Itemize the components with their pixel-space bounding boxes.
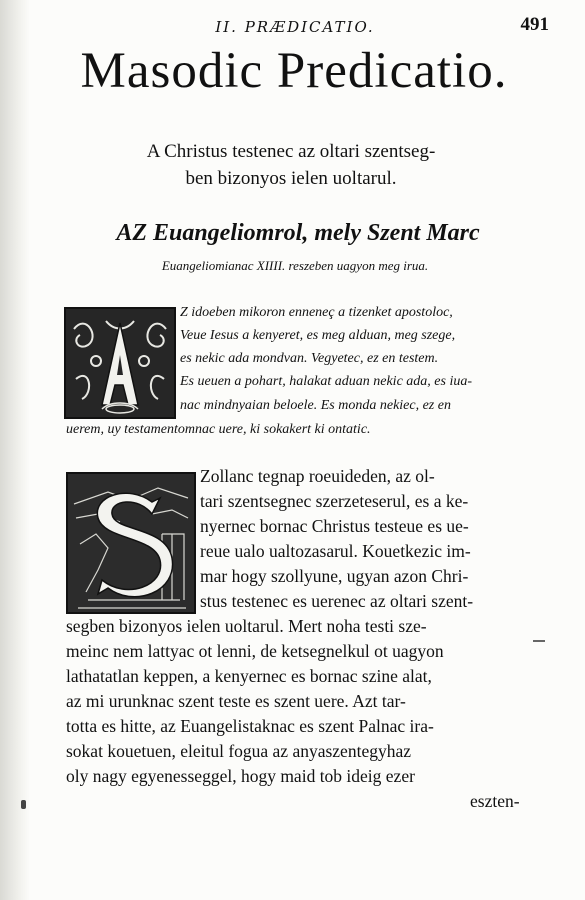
ink-spot: [21, 800, 26, 809]
sermon-line: reue ualo ualtozasarul. Kouetkezic im-: [200, 541, 471, 561]
catchword: eszten-: [470, 791, 520, 811]
floral-ornament-icon: [66, 309, 174, 417]
sermon-line: sokat kouetuen, eleitul fogua az anyaszentegyhaz: [66, 741, 411, 761]
gospel-reference: Euangeliomianac XIIII. reszeben uagyon meg irua.: [161, 258, 429, 273]
sermon-line: mar hogy szollyune, ugyan azon Chri-: [200, 566, 469, 586]
sermon-line: totta es hitte, az Euangelistaknac es szent Palnac ira-: [66, 716, 434, 736]
sermon-line: lathatatlan keppen, a kenyernec es bornac szine alat,: [66, 666, 432, 686]
margin-mark: [533, 640, 545, 642]
sermon-line: segben bizonyos ielen uoltarul. Mert noha testi sze-: [66, 616, 427, 636]
sermon-line: oly nagy egyenesseggel, hogy maid tob ideig ezer: [66, 766, 415, 786]
scene-ornament-icon: [68, 474, 194, 612]
page-number: 491: [520, 14, 549, 35]
scripture-line: uerem, uy testamentomnac uere, ki sokakert ki ontatic.: [66, 422, 371, 437]
sermon-line: tari szentsegnec szerzeteserul, es a ke-: [200, 491, 469, 511]
sermon-line: meinc nem lattyac ot lenni, de ketsegnelkul ot uagyon: [66, 641, 444, 661]
decorated-initial-s: [66, 472, 196, 614]
sermon-line: az mi urunknac szent teste es szent uere. Azt tar-: [66, 691, 406, 711]
page-title: Masodic Predicatio.: [80, 43, 508, 99]
sermon-line: nyernec bornac Christus testeue es ue-: [200, 516, 469, 536]
decorated-initial-a: [64, 307, 176, 419]
scripture-line: Es ueuen a pohart, halakat aduan nekic ada, es iua-: [180, 374, 473, 389]
scripture-line: es nekic ada mondvan. Vegyetec, ez en testem.: [180, 351, 439, 366]
subtitle-line: A Christus testenec az oltari szentseg-: [146, 141, 436, 162]
running-head: II. PRÆDICATIO.: [215, 18, 375, 36]
gospel-heading: AZ Euangeliomrol, mely Szent Marc: [116, 220, 480, 246]
sermon-line: Zollanc tegnap roeuideden, az ol-: [200, 466, 435, 486]
page-gutter-shadow: [0, 0, 30, 900]
sermon-line: stus testenec es uerenec az oltari szent-: [200, 591, 474, 611]
scripture-line: Z idoeben mikoron enneneç a tizenket apostoloc,: [180, 305, 453, 320]
subtitle: [96, 138, 486, 192]
scripture-line: Veue Iesus a kenyeret, es meg alduan, meg szege,: [180, 328, 456, 343]
scripture-line: nac mindnyaian beloele. Es monda nekiec, ez en: [180, 398, 451, 413]
subtitle-line: ben bizonyos ielen uoltarul.: [185, 168, 397, 189]
